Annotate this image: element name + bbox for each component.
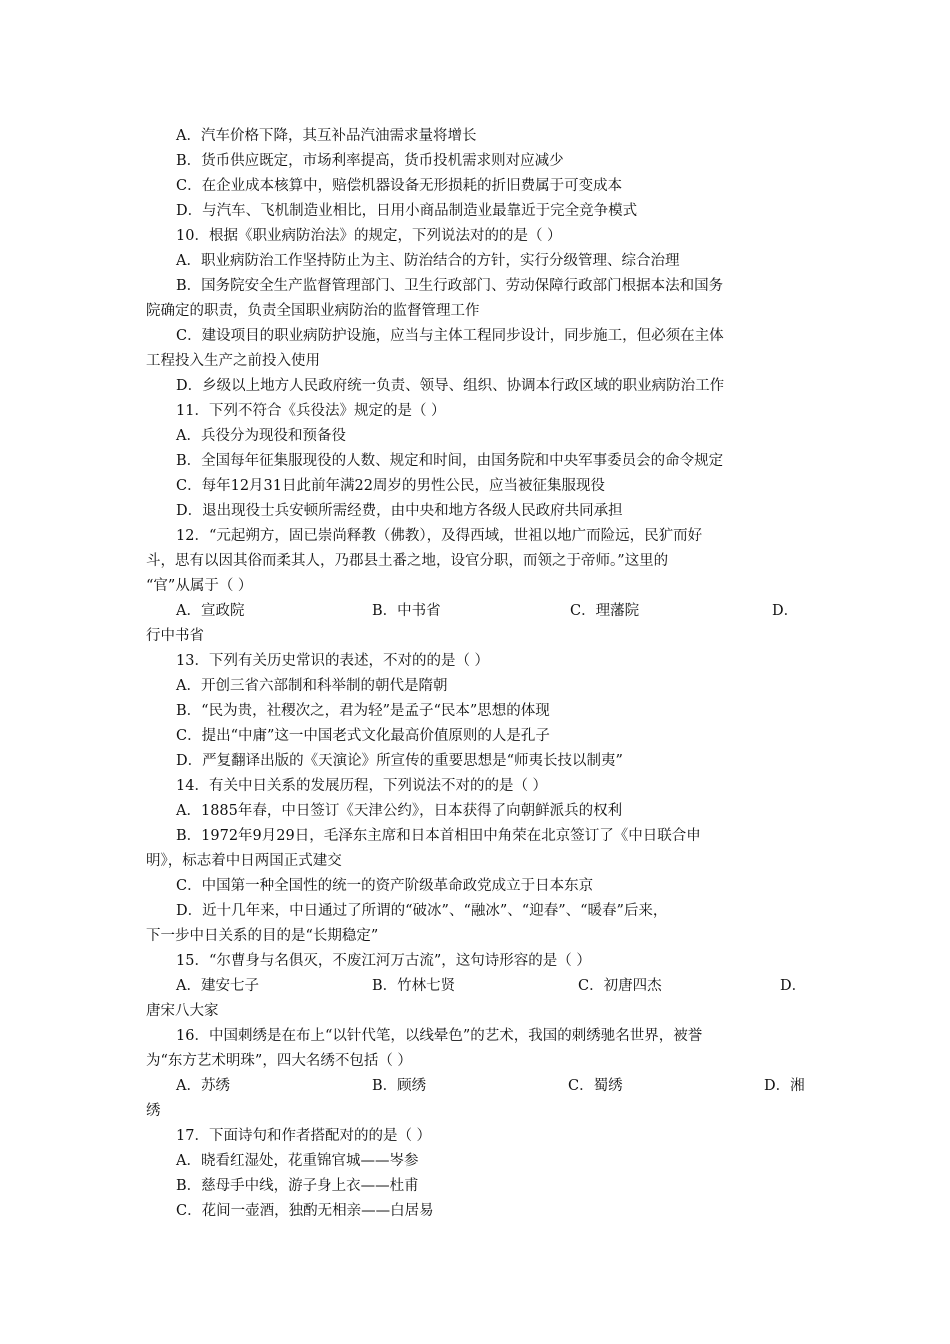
- text-line: A．1885年春，中日签订《天津公约》，日本获得了向朝鲜派兵的权利: [176, 803, 623, 819]
- text-line: 工程投入生产之前投入使用: [146, 353, 320, 369]
- text-line: 行中书省: [146, 628, 204, 644]
- text-line: B．慈母手中线，游子身上衣——杜甫: [176, 1178, 419, 1194]
- text-line: B．“民为贵，社稷次之，君为轻”是孟子“民本”思想的体现: [176, 703, 550, 719]
- option-c: C．理藩院: [570, 603, 640, 619]
- text-line: D．乡级以上地方人民政府统一负责、领导、组织、协调本行政区域的职业病防治工作: [176, 378, 725, 394]
- option-a: A．宣政院: [176, 603, 245, 619]
- option-b: B．中书省: [372, 603, 441, 619]
- text-line: A．兵役分为现役和预备役: [176, 428, 346, 444]
- question-17: 17．下面诗句和作者搭配对的的是（ ）: [176, 1128, 432, 1144]
- question-13: 13．下列有关历史常识的表述，不对的的是（ ）: [176, 653, 490, 669]
- text-line: C．提出“中庸”这一中国老式文化最高价值原则的人是孔子: [176, 728, 550, 744]
- text-line: 斗，思有以因其俗而柔其人，乃郡县土番之地，设官分职，而领之于帝师。”这里的: [146, 553, 669, 569]
- text-line: C．每年12月31日此前年满22周岁的男性公民，应当被征集服现役: [176, 478, 605, 494]
- question-14: 14．有关中日关系的发展历程，下列说法不对的的是（ ）: [176, 778, 548, 794]
- text-line: 唐宋八大家: [146, 1003, 219, 1019]
- text-line: D．近十几年来，中日通过了所谓的“破冰”、“融冰”、“迎春”、“暖春”后来，: [176, 903, 668, 919]
- text-line: D．退出现役士兵安顿所需经费，由中央和地方各级人民政府共同承担: [176, 503, 623, 519]
- question-12: 12．“元起朔方，固已崇尚释教（佛教），及得西域，世祖以地广而险远，民犷而好: [176, 528, 703, 544]
- option-d: D．: [780, 978, 807, 994]
- text-line: D．与汽车、飞机制造业相比，日用小商品制造业最靠近于完全竞争模式: [176, 203, 638, 219]
- text-line: B．货币供应既定，市场利率提高，货币投机需求则对应减少: [176, 153, 564, 169]
- text-line: B．全国每年征集服现役的人数、规定和时间，由国务院和中央军事委员会的命令规定: [176, 453, 724, 469]
- option-d: D．湘: [764, 1078, 805, 1094]
- option-b: B．竹林七贤: [372, 978, 456, 994]
- question-16: 16．中国刺绣是在布上“以针代笔，以线晕色”的艺术，我国的刺绣驰名世界，被誉: [176, 1028, 703, 1044]
- option-a: A．苏绣: [176, 1078, 230, 1094]
- option-d: D．: [772, 603, 799, 619]
- option-b: B．顾绣: [372, 1078, 427, 1094]
- text-line: C．在企业成本核算中，赔偿机器设备无形损耗的折旧费属于可变成本: [176, 178, 623, 194]
- text-line: 绣: [146, 1103, 161, 1119]
- text-line: D．严复翻译出版的《天演论》所宣传的重要思想是“师夷长技以制夷”: [176, 753, 623, 769]
- text-line: 明》，标志着中日两国正式建交: [146, 853, 342, 869]
- question-10: 10．根据《职业病防治法》的规定，下列说法对的的是（ ）: [176, 228, 562, 244]
- question-15: 15．“尔曹身与名俱灭，不废江河万古流”，这句诗形容的是（ ）: [176, 953, 591, 969]
- text-line: C．建设项目的职业病防护设施，应当与主体工程同步设计，同步施工，但必须在主体: [176, 328, 724, 344]
- text-line: A．晓看红湿处，花重锦官城——岑参: [176, 1153, 419, 1169]
- option-c: C．初唐四杰: [578, 978, 662, 994]
- text-line: A．汽车价格下降，其互补品汽油需求量将增长: [176, 128, 477, 144]
- text-line: B．1972年9月29日，毛泽东主席和日本首相田中角荣在北京签订了《中日联合申: [176, 828, 701, 844]
- text-line: C．花间一壶酒，独酌无相亲——白居易: [176, 1203, 434, 1219]
- text-line: “官”从属于（ ）: [146, 578, 253, 594]
- question-11: 11．下列不符合《兵役法》规定的是（ ）: [176, 403, 446, 419]
- text-line: B．国务院安全生产监督管理部门、卫生行政部门、劳动保障行政部门根据本法和国务: [176, 278, 724, 294]
- option-a: A．建安七子: [176, 978, 259, 994]
- text-line: 院确定的职责，负责全国职业病防治的监督管理工作: [146, 303, 480, 319]
- text-line: A．职业病防治工作坚持防止为主、防治结合的方针，实行分级管理、综合治理: [176, 253, 680, 269]
- option-c: C．蜀绣: [568, 1078, 623, 1094]
- text-line: 为“东方艺术明珠”，四大名绣不包括（ ）: [146, 1053, 412, 1069]
- text-line: 下一步中日关系的目的是“长期稳定”: [146, 928, 379, 944]
- text-line: A．开创三省六部制和科举制的朝代是隋朝: [176, 678, 448, 694]
- text-line: C．中国第一种全国性的统一的资产阶级革命政党成立于日本东京: [176, 878, 594, 894]
